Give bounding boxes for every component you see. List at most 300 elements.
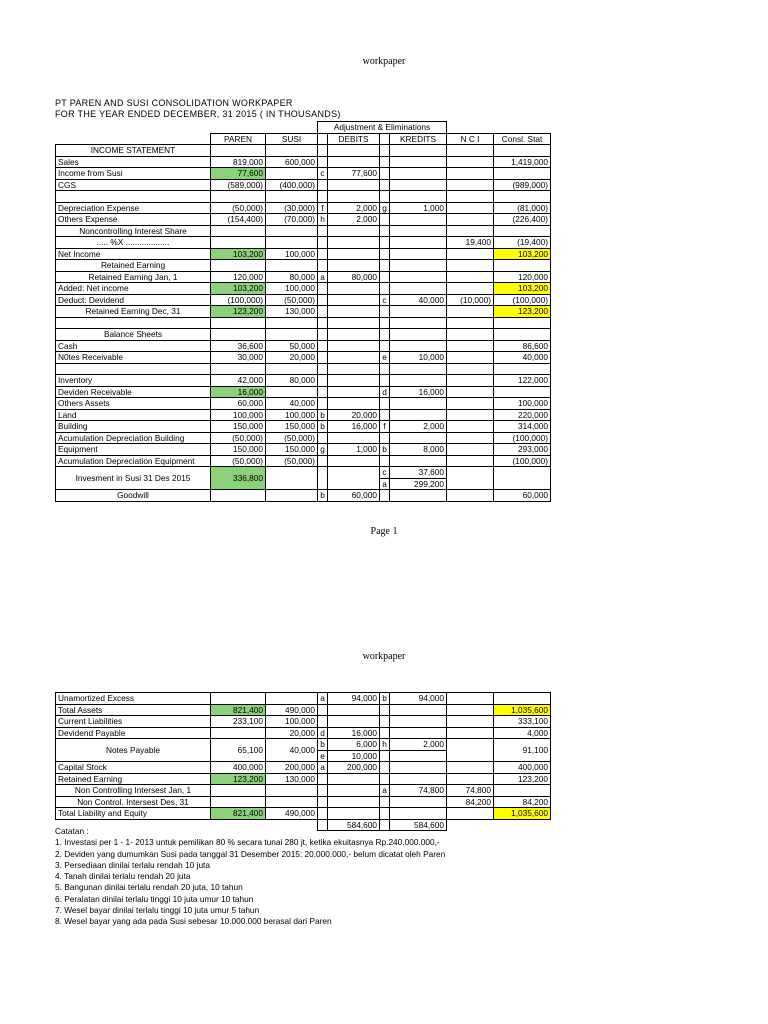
cell-kredit [390,306,447,318]
cell-debit [328,248,380,260]
cell-consl [494,168,551,180]
table-row [56,225,551,237]
cell-label: Others Expense [56,214,211,226]
cell-paren [211,785,266,797]
cell-susi: (50,000) [266,455,318,467]
cell-paren [211,191,266,203]
cell-consl: 4,000 [494,727,551,739]
table-row [56,202,551,214]
table-row [56,421,551,433]
cell-kk [380,704,390,716]
col-susi: SUSI [266,133,318,145]
cell-consl: 103,200 [494,248,551,260]
cell-susi [266,168,318,180]
cell-consl: (81,000) [494,202,551,214]
cell-kk [380,248,390,260]
cell-debit [328,179,380,191]
table-row [56,260,551,272]
table-row [56,716,551,728]
cell-kredit: 10,000 [390,352,447,364]
table-row [56,762,551,774]
cell-debit [328,785,380,797]
table-row [56,248,551,260]
cell-dk: c [318,168,328,180]
cell-paren: 30,000 [211,352,266,364]
cell-consl: 293,000 [494,444,551,456]
cell-susi: (400,000) [266,179,318,191]
cell-consl: 122,000 [494,375,551,387]
cell-kk: b [380,444,390,456]
cell-nci [447,455,494,467]
cell-kk: e [380,352,390,364]
cell-kk: b [380,693,390,705]
note-item: 8. Wesel bayar yang ada pada Susi sebesar 10.000.000 berasal dari Paren [55,916,332,927]
total-debits: 584,600 [328,819,380,831]
notes-section [55,826,445,928]
cell-nci [447,145,494,157]
cell-label: Non Control. Intersest Des, 31 [56,796,211,808]
notes-payable-consl: 91,100 [494,739,551,762]
cell-susi: 40,000 [266,398,318,410]
cell-nci [447,727,494,739]
cell-susi: 20,000 [266,727,318,739]
cell-label [56,191,211,203]
table-row [56,156,551,168]
cell-label: Sales [56,156,211,168]
cell-susi: (50,000) [266,432,318,444]
cell-dk [318,260,328,272]
cell-label: Noncontrolling Interest Share [56,225,211,237]
cell-dk: f [318,202,328,214]
cell-kk [380,329,390,341]
cell-susi: (30,000) [266,202,318,214]
cell-susi: 100,000 [266,248,318,260]
cell-kk [380,340,390,352]
cell-debit [328,773,380,785]
cell-nci [447,329,494,341]
cell-dk [318,432,328,444]
cell-debit [328,455,380,467]
cell-consl: 40,000 [494,352,551,364]
cell-dk [318,398,328,410]
cell-kredit [390,248,447,260]
cell-susi [266,329,318,341]
cell-paren: 400,000 [211,762,266,774]
cell-label: Capital Stock [56,762,211,774]
notes-payable-debit-key-1: b [318,739,328,751]
workpaper-subheading: FOR THE YEAR ENDED DECEMBER, 31 2015 ( IN THOUSANDS) [55,109,341,119]
cell-susi: 490,000 [266,704,318,716]
cell-susi: 80,000 [266,375,318,387]
cell-kredit [390,283,447,295]
cell-kk: c [380,294,390,306]
cell-debit: 200,000 [328,762,380,774]
cell-kredit: 2,000 [390,421,447,433]
table-row [56,398,551,410]
table-row [56,271,551,283]
cell-label: Devidend Payable [56,727,211,739]
table-row [56,145,551,157]
cell-debit [328,283,380,295]
cell-susi: 150,000 [266,421,318,433]
cell-nci [447,168,494,180]
investment-label: Invesment in Susi 31 Des 2015 [56,467,211,490]
cell-consl: 86,600 [494,340,551,352]
cell-debit: 94,000 [328,693,380,705]
consolidation-table-page1 [55,121,551,502]
cell-dk: d [318,727,328,739]
cell-consl [494,145,551,157]
cell-label: Land [56,409,211,421]
cell-kk [380,796,390,808]
cell-kredit [390,179,447,191]
cell-kk [380,237,390,249]
cell-label: Depreciation Expense [56,202,211,214]
cell-paren [211,329,266,341]
cell-dk [318,329,328,341]
cell-susi [266,225,318,237]
cell-kredit [390,271,447,283]
cell-paren: 120,000 [211,271,266,283]
cell-susi: 150,000 [266,444,318,456]
cell-paren: 36,600 [211,340,266,352]
adjustments-header: Adjustment & Eliminations [318,122,447,134]
cell-kk [380,432,390,444]
cell-kredit [390,329,447,341]
cell-label: Balance Sheets [56,329,211,341]
cell-dk [318,386,328,398]
cell-susi [266,386,318,398]
cell-consl [494,191,551,203]
cell-kk [380,168,390,180]
cell-susi [266,237,318,249]
cell-consl [494,317,551,329]
cell-nci [447,762,494,774]
cell-nci [447,409,494,421]
cell-nci [447,375,494,387]
cell-nci [447,156,494,168]
cell-consl: (989,000) [494,179,551,191]
cell-paren: 103,200 [211,248,266,260]
consolidation-table-page2 [55,692,551,831]
cell-consl: 123,200 [494,306,551,318]
cell-debit [328,191,380,203]
cell-paren: 77,600 [211,168,266,180]
cell-paren: 16,000 [211,386,266,398]
cell-dk [318,306,328,318]
cell-consl [494,260,551,272]
cell-kredit: 1,000 [390,202,447,214]
notes-payable-debit-1: 6,000 [328,739,380,751]
cell-debit [328,808,380,820]
cell-kk [380,145,390,157]
cell-kredit [390,225,447,237]
cell-kredit [390,704,447,716]
cell-consl [494,785,551,797]
table-row [56,796,551,808]
cell-debit [328,796,380,808]
cell-debit [328,340,380,352]
cell-dk [318,237,328,249]
cell-nci [447,214,494,226]
cell-dk [318,455,328,467]
cell-debit [328,432,380,444]
page1-title: workpaper [362,56,406,67]
cell-nci [447,260,494,272]
cell-susi [266,191,318,203]
cell-kredit [390,168,447,180]
table-row [56,294,551,306]
cell-kk [380,409,390,421]
cell-consl: (100,000) [494,455,551,467]
table-row [56,727,551,739]
cell-debit [328,375,380,387]
cell-nci [447,716,494,728]
investment-credit-key-1: c [380,467,390,479]
table-row [56,214,551,226]
cell-paren [211,145,266,157]
cell-nci [447,306,494,318]
table-row [56,785,551,797]
cell-kk [380,727,390,739]
cell-debit: 16,000 [328,421,380,433]
cell-susi: 50,000 [266,340,318,352]
col-paren: PAREN [211,133,266,145]
cell-kk [380,808,390,820]
cell-paren: 42,000 [211,375,266,387]
note-item: 6. Peralatan dinilai terlalu tinggi 10 juta umur 10 tahun [55,893,254,904]
note-item: 1. Investasi per 1 - 1- 2013 untuk pemilikan 80 % secara tunai 280 jt, ketika ekuitasnya Rp.240.000.000,- [55,837,440,848]
goodwill-consl: 60,000 [494,490,551,502]
cell-dk: b [318,409,328,421]
cell-kredit [390,375,447,387]
cell-kredit: 16,000 [390,386,447,398]
cell-kredit [390,773,447,785]
table-row [56,704,551,716]
cell-kk [380,156,390,168]
cell-nci [447,773,494,785]
cell-dk [318,716,328,728]
cell-kredit [390,340,447,352]
cell-label [56,317,211,329]
page-number: Page 1 [370,526,398,537]
notes-payable-credit: 2,000 [390,739,447,751]
cell-paren [211,363,266,375]
cell-dk [318,225,328,237]
cell-debit [328,398,380,410]
table-row [56,693,551,705]
cell-dk [318,352,328,364]
cell-label: Others Assets [56,398,211,410]
cell-consl: 400,000 [494,762,551,774]
cell-kredit [390,260,447,272]
table-row [56,317,551,329]
cell-consl: (226,400) [494,214,551,226]
cell-dk [318,179,328,191]
cell-debit: 1,000 [328,444,380,456]
cell-susi: 100,000 [266,409,318,421]
cell-kredit [390,808,447,820]
cell-debit [328,237,380,249]
cell-label: ..... %X ................... [56,237,211,249]
cell-kk: g [380,202,390,214]
cell-nci [447,808,494,820]
cell-kk [380,214,390,226]
cell-dk [318,191,328,203]
cell-nci [447,340,494,352]
note-item: 3. Persediaan dinilai terlalu rendah 10 juta [55,859,210,870]
cell-susi: (70,000) [266,214,318,226]
cell-dk [318,363,328,375]
cell-nci [447,248,494,260]
cell-label: Retained Earning [56,773,211,785]
investment-credit-1: 37,600 [390,467,447,479]
cell-kredit: 94,000 [390,693,447,705]
cell-susi: 100,000 [266,283,318,295]
cell-consl: (19,400) [494,237,551,249]
cell-paren [211,693,266,705]
cell-consl: 100,000 [494,398,551,410]
cell-kredit [390,214,447,226]
cell-dk [318,773,328,785]
cell-consl: 1,035,600 [494,808,551,820]
cell-susi: 20,000 [266,352,318,364]
cell-label: Retained Earning Jan, 1 [56,271,211,283]
table-row [56,444,551,456]
cell-paren: (154,400) [211,214,266,226]
cell-nci [447,225,494,237]
cell-kredit [390,455,447,467]
cell-kk [380,271,390,283]
table-row [56,329,551,341]
cell-consl [494,386,551,398]
cell-debit [328,363,380,375]
cell-dk: a [318,271,328,283]
cell-kk: a [380,785,390,797]
cell-consl [494,693,551,705]
cell-debit [328,329,380,341]
cell-nci [447,317,494,329]
table-row [56,306,551,318]
cell-consl: 1,419,000 [494,156,551,168]
investment-paren: 336,800 [211,467,266,490]
cell-consl: 84,200 [494,796,551,808]
cell-dk: h [318,214,328,226]
cell-debit [328,317,380,329]
cell-paren: (589,000) [211,179,266,191]
cell-nci [447,179,494,191]
cell-susi [266,317,318,329]
cell-debit [328,704,380,716]
table-row [56,352,551,364]
cell-dk: a [318,693,328,705]
notes-payable-credit-key: h [380,739,390,751]
cell-label: Added: Net income [56,283,211,295]
cell-label: INCOME STATEMENT [56,145,211,157]
cell-nci [447,271,494,283]
cell-dk: g [318,444,328,456]
cell-consl [494,225,551,237]
cell-label: CGS [56,179,211,191]
cell-label: Net Income [56,248,211,260]
cell-dk [318,808,328,820]
cell-paren: (50,000) [211,432,266,444]
cell-kk [380,179,390,191]
cell-paren: 123,200 [211,306,266,318]
cell-label: Retained Earning Dec, 31 [56,306,211,318]
cell-consl: (100,000) [494,432,551,444]
cell-dk [318,283,328,295]
cell-label: Acumulation Depreciation Equipment [56,455,211,467]
cell-label: Deviden Receivable [56,386,211,398]
cell-label: Total Assets [56,704,211,716]
table-row [56,283,551,295]
cell-paren: 60,000 [211,398,266,410]
cell-susi: 130,000 [266,773,318,785]
cell-debit: 16,000 [328,727,380,739]
cell-dk: a [318,762,328,774]
cell-paren: 821,400 [211,808,266,820]
note-item: 4. Tanah dinilai terlalu rendah 20 juta [55,871,191,882]
cell-debit [328,352,380,364]
cell-nci [447,352,494,364]
cell-kk [380,363,390,375]
cell-consl: 333,100 [494,716,551,728]
cell-kk: f [380,421,390,433]
cell-kk [380,773,390,785]
cell-dk [318,340,328,352]
cell-susi [266,260,318,272]
note-item: 5. Bangunan dinilai terlalu rendah 20 juta, 10 tahun [55,882,243,893]
cell-label: Building [56,421,211,433]
cell-kredit: 40,000 [390,294,447,306]
note-item: 2. Deviden yang dumumkan Susi pada tanggal 31 Desember 2015: 20.000.000,- belum dicatat oleh Paren [55,848,446,859]
cell-susi: 200,000 [266,762,318,774]
cell-label: Cash [56,340,211,352]
table-row [56,409,551,421]
cell-dk [318,375,328,387]
cell-nci [447,432,494,444]
cell-debit [328,156,380,168]
cell-kk [380,375,390,387]
cell-consl: 314,000 [494,421,551,433]
cell-kredit [390,432,447,444]
cell-label [56,363,211,375]
notes-payable-debit-2: 10,000 [328,750,380,762]
cell-susi: 130,000 [266,306,318,318]
cell-kk [380,260,390,272]
cell-label: Equipment [56,444,211,456]
goodwill-debit: 60,000 [328,490,380,502]
cell-kk [380,283,390,295]
cell-consl: 220,000 [494,409,551,421]
cell-label: Deduct: Devidend [56,294,211,306]
cell-paren: 233,100 [211,716,266,728]
cell-paren: (100,000) [211,294,266,306]
cell-kredit [390,363,447,375]
cell-kredit [390,237,447,249]
table-row [56,179,551,191]
investment-credit-2: 299,200 [390,478,447,490]
cell-kredit [390,398,447,410]
cell-debit: 2,000 [328,214,380,226]
cell-nci: (10,000) [447,294,494,306]
cell-label: Current Liabilities [56,716,211,728]
cell-susi: (50,000) [266,294,318,306]
cell-consl: 103,200 [494,283,551,295]
table-row [56,363,551,375]
cell-debit: 2,000 [328,202,380,214]
